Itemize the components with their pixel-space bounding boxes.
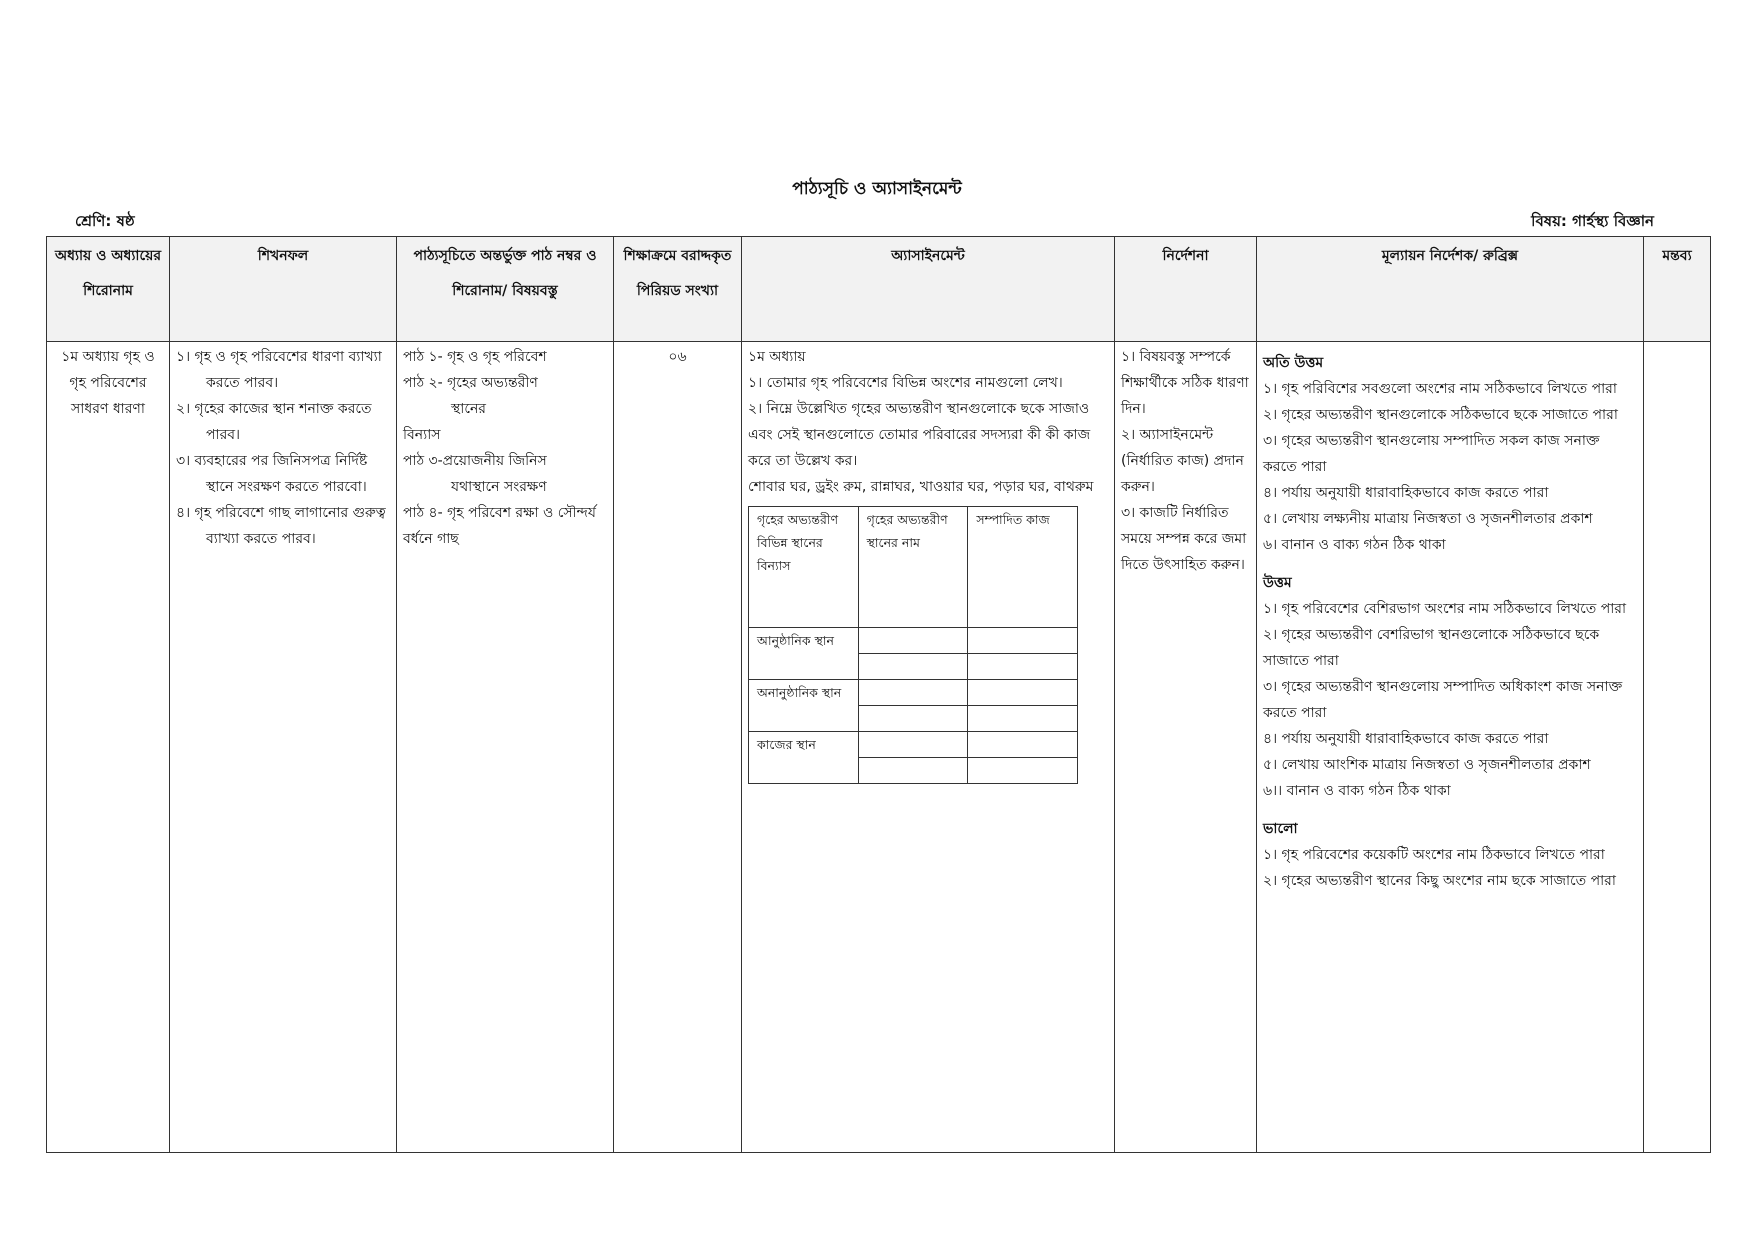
grid-cell [968, 654, 1078, 680]
list-item: ২। গৃহের কাজের স্থান শনাক্ত করতে পারব। [176, 401, 372, 443]
lesson-2: পাঠ ২- গৃহের অভ্যন্তরীণ [403, 375, 538, 391]
col-header-instructions: নির্দেশনা [1115, 237, 1257, 342]
chapter-cell: ১ম অধ্যায় গৃহ ও গৃহ পরিবেশের সাধরণ ধারণা [47, 342, 170, 1153]
outcomes-list [176, 344, 390, 552]
rubric-item: ৬। বানান ও বাক্য গঠন ঠিক থাকা [1263, 537, 1446, 553]
rubric-item: ৬।। বানান ও বাক্য গঠন ঠিক থাকা [1263, 783, 1451, 799]
instruction-2: ২। অ্যাসাইনমেন্ট (নির্ধারিত কাজ) প্রদান করুন। [1121, 427, 1244, 495]
rubric-item: ৩। গৃহের অভ্যন্তরীণ স্থানগুলোয় সম্পাদিত অধিকাংশ কাজ সনাক্ত করতে পারা [1263, 679, 1623, 721]
grid-cell [858, 680, 968, 706]
periods-cell: ০৬ [614, 342, 742, 1153]
rubric-good-title: উত্তম [1263, 575, 1292, 591]
grid-row-informal: অনানুষ্ঠানিক স্থান [749, 680, 859, 732]
lessons-cell [397, 342, 614, 1153]
rubric-fair [1263, 816, 1637, 894]
table-row [47, 342, 1711, 1153]
grid-cell [858, 706, 968, 732]
rubric-item: ৫। লেখায় লক্ষ্যনীয় মাত্রায় নিজস্বতা ও সৃজনশীলতার প্রকাশ [1263, 511, 1593, 527]
lesson-3: পাঠ ৩-প্রয়োজনীয় জিনিস [403, 453, 547, 469]
grid-header-name: গৃহের অভ্যন্তরীণ স্থানের নাম [858, 507, 968, 628]
assignment-rooms: শোবার ঘর, ড্রইং রুম, রান্নাঘর, খাওয়ার ঘর, পড়ার ঘর, বাথরুম [748, 479, 1094, 495]
assignment-question-1: ১। তোমার গৃহ পরিবেশের বিভিন্ন অংশের নামগুলো লেখ। [748, 375, 1063, 391]
list-item: ৪। গৃহ পরিবেশে গাছ লাগানোর গুরুত্ব ব্যাখ্যা করতে পারব। [176, 505, 386, 547]
rubric-item: ৫। লেখায় আংশিক মাত্রায় নিজস্বতা ও সৃজনশীলতার প্রকাশ [1263, 757, 1591, 773]
grid-cell [968, 732, 1078, 758]
rubric-item: ৩। গৃহের অভ্যন্তরীণ স্থানগুলোয় সম্পাদিত সকল কাজ সনাক্ত করতে পারা [1263, 433, 1600, 475]
grid-header-layout: গৃহের অভ্যন্তরীণ বিভিন্ন স্থানের বিন্যাস [749, 507, 859, 628]
lesson-2-cont: বিন্যাস [403, 427, 441, 443]
grid-header-work: সম্পাদিত কাজ [968, 507, 1078, 628]
col-header-assignment: অ্যাসাইনমেন্ট [742, 237, 1115, 342]
grid-cell [968, 628, 1078, 654]
grid-cell [968, 706, 1078, 732]
lesson-4: পাঠ ৪- গৃহ পরিবেশ রক্ষা ও সৌন্দর্য বর্ধনে গাছ [403, 505, 596, 547]
instruction-3: ৩। কাজটি নির্ধারিত সময়ে সম্পন্ন করে জমা দিতে উৎসাহিত করুন। [1121, 505, 1247, 573]
rubric-item: ৪। পর্যায় অনুযায়ী ধারাবাহিকভাবে কাজ করতে পারা [1263, 485, 1549, 501]
rubric-item: ২। গৃহের অভ্যন্তরীণ স্থানগুলোকে সঠিকভাবে ছকে সাজাতে পারা [1263, 407, 1618, 423]
lesson-2-cont: স্থানের [451, 401, 487, 417]
rubric-item: ১। গৃহ পরিবিশের সবগুলো অংশের নাম সঠিকভাবে লিখতে পারা [1263, 381, 1617, 397]
col-header-periods: শিক্ষাক্রমে বরাদ্দকৃত পিরিয়ড সংখ্যা [614, 237, 742, 342]
col-header-remarks: মন্তব্য [1644, 237, 1711, 342]
rubric-item: ১। গৃহ পরিবেশের কয়েকটি অংশের নাম ঠিকভাবে লিখতে পারা [1263, 847, 1605, 863]
assignment-chapter: ১ম অধ্যায় [748, 349, 806, 365]
instruction-1: ১। বিষয়বস্তু সম্পর্কে শিক্ষার্থীকে সঠিক ধারণা দিন। [1121, 349, 1249, 417]
rubric-excellent-title: অতি উত্তম [1263, 355, 1324, 371]
list-item: ১। গৃহ ও গৃহ পরিবেশের ধারণা ব্যাখ্যা করতে পারব। [176, 349, 382, 391]
lesson-3-cont: যথাস্থানে সংরক্ষণ [451, 479, 547, 495]
lesson-1: পাঠ ১- গৃহ ও গৃহ পরিবেশ [403, 349, 547, 365]
col-header-chapter: অধ্যায় ও অধ্যায়ের শিরোনাম [47, 237, 170, 342]
grid-cell [858, 732, 968, 758]
remarks-cell [1644, 342, 1711, 1153]
table-header-row [47, 237, 1711, 342]
rubric-cell [1257, 342, 1644, 1153]
instructions-cell [1115, 342, 1257, 1153]
subject-label: বিষয়: গার্হস্থ্য বিজ্ঞান [1531, 212, 1654, 230]
grid-cell [858, 758, 968, 784]
assignment-grid [748, 506, 1078, 784]
col-header-lessons: পাঠ্যসূচিতে অন্তর্ভুক্ত পাঠ নম্বর ও শিরোনাম/ বিষয়বস্তু [397, 237, 614, 342]
list-item: ৩। ব্যবহারের পর জিনিসপত্র নির্দিষ্ট স্থানে সংরক্ষণ করতে পারবো। [176, 453, 368, 495]
col-header-rubric: মূল্যায়ন নির্দেশক/ রুব্রিক্স [1257, 237, 1644, 342]
syllabus-table [46, 236, 1711, 1153]
col-header-outcomes: শিখনফল [170, 237, 397, 342]
rubric-excellent [1263, 350, 1637, 558]
rubric-item: ২। গৃহের অভ্যন্তরীণ স্থানের কিছু অংশের নাম ছকে সাজাতে পারা [1263, 873, 1616, 889]
assignment-cell [742, 342, 1115, 1153]
rubric-item: ২। গৃহের অভ্যন্তরীণ বেশরিভাগ স্থানগুলোকে সঠিকভাবে ছকে সাজাতে পারা [1263, 627, 1600, 669]
grid-cell [858, 628, 968, 654]
rubric-fair-title: ভালো [1263, 821, 1298, 837]
assignment-question-2: ২। নিম্নে উল্লেখিত গৃহের অভ্যন্তরীণ স্থানগুলোকে ছকে সাজাও এবং সেই স্থানগুলোতে তোমার পরিবারের সদস্যরা কী কী কাজ করে তা উল্লেখ কর। [748, 401, 1091, 469]
rubric-item: ৪। পর্যায় অনুযায়ী ধারাবাহিকভাবে কাজ করতে পারা [1263, 731, 1549, 747]
class-label: শ্রেণি: ষষ্ঠ [75, 212, 135, 230]
outcomes-cell [170, 342, 397, 1153]
grid-row-work: কাজের স্থান [749, 732, 859, 784]
grid-cell [968, 758, 1078, 784]
page-title: পাঠ্যসূচি ও অ্যাসাইনমেন্ট [792, 179, 962, 199]
rubric-item: ১। গৃহ পরিবেশের বেশিরভাগ অংশের নাম সঠিকভাবে লিখতে পারা [1263, 601, 1627, 617]
grid-cell [968, 680, 1078, 706]
grid-cell [858, 654, 968, 680]
rubric-good [1263, 570, 1637, 804]
grid-row-formal: আনুষ্ঠানিক স্থান [749, 628, 859, 680]
